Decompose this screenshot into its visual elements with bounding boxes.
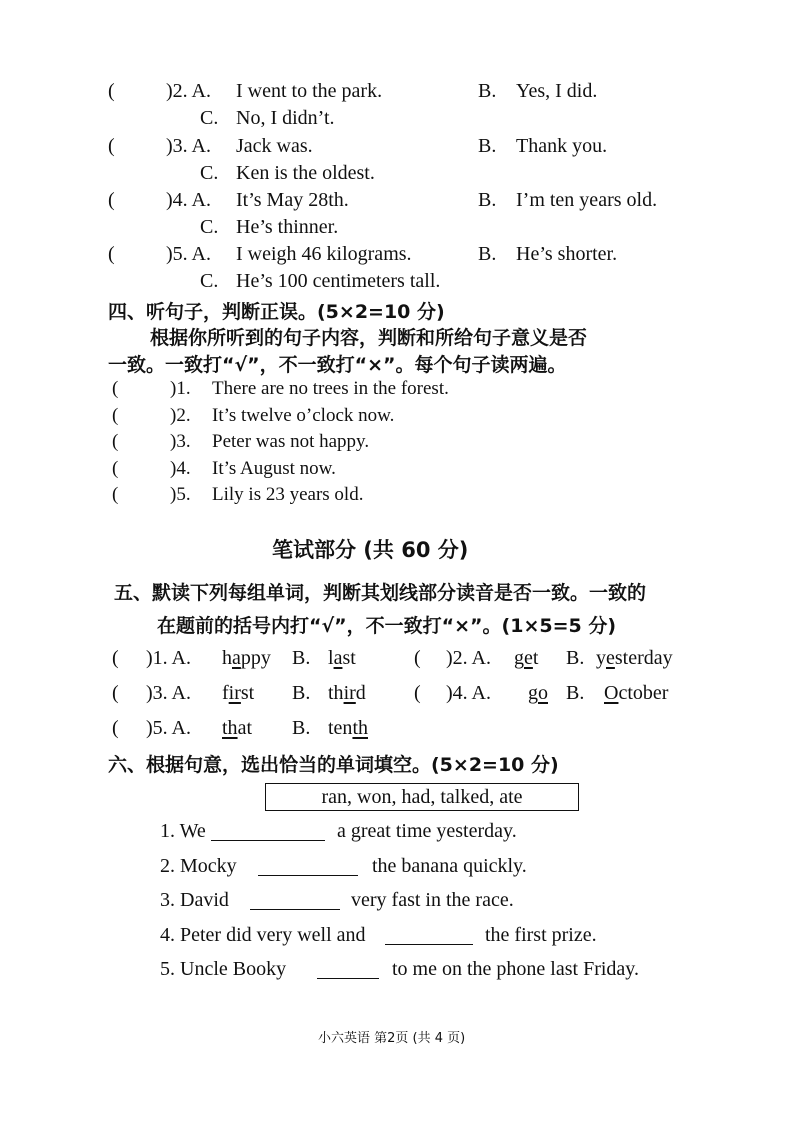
question-number: )5. A. bbox=[146, 717, 191, 739]
sentence-start: 2. Mocky bbox=[160, 855, 237, 877]
sentence-end: to me on the phone last Friday. bbox=[392, 958, 639, 980]
option-c-label: C. bbox=[200, 107, 219, 129]
option-b: I’m ten years old. bbox=[516, 189, 658, 211]
option-c: He’s thinner. bbox=[236, 216, 339, 238]
word-a: happy bbox=[222, 647, 271, 669]
question-number: )4. A. bbox=[446, 682, 491, 704]
underlined-letters: ir bbox=[343, 682, 356, 704]
word-b: last bbox=[328, 647, 356, 669]
item-number: )4. bbox=[170, 458, 191, 479]
word-a: that bbox=[222, 717, 252, 739]
word-b: October bbox=[604, 682, 669, 704]
option-c: Ken is the oldest. bbox=[236, 162, 375, 184]
question-number: )2. A. bbox=[446, 647, 491, 669]
word-bank-box: ran, won, had, talked, ate bbox=[265, 783, 579, 811]
option-a: I weigh 46 kilograms. bbox=[236, 243, 412, 265]
option-b-label: B. bbox=[478, 243, 497, 265]
option-c-label: C. bbox=[200, 216, 219, 238]
answer-blank[interactable] bbox=[258, 857, 358, 880]
sentence-end: the banana quickly. bbox=[372, 855, 527, 877]
item-sentence: There are no trees in the forest. bbox=[212, 378, 449, 399]
underlined-letters: a bbox=[333, 647, 343, 669]
item-number: )2. bbox=[170, 405, 191, 426]
sentence-end: very fast in the race. bbox=[351, 889, 514, 911]
answer-blank[interactable] bbox=[317, 960, 379, 983]
option-b-label: B. bbox=[292, 682, 311, 704]
answer-paren[interactable]: ( bbox=[414, 682, 421, 704]
sentence-start: 3. David bbox=[160, 889, 229, 911]
question-number: )1. A. bbox=[146, 647, 191, 669]
option-c: He’s 100 centimeters tall. bbox=[236, 270, 441, 292]
page-footer: 小六英语 第2页 (共 4 页) bbox=[318, 1031, 466, 1046]
item-number: )3. bbox=[170, 431, 191, 452]
option-b: Yes, I did. bbox=[516, 80, 598, 102]
option-a: I went to the park. bbox=[236, 80, 383, 102]
option-c: No, I didn’t. bbox=[236, 107, 335, 129]
word-a: go bbox=[528, 682, 548, 704]
option-b-label: B. bbox=[566, 682, 585, 704]
part4-instruction-line1: 根据你所听到的句子内容，判断和所给句子意义是否 bbox=[150, 327, 588, 349]
section-title-part4: 四、听句子，判断正误。(5×2=10 分) bbox=[108, 301, 445, 323]
underlined-letters: ir bbox=[228, 682, 241, 704]
sentence-end: a great time yesterday. bbox=[337, 820, 517, 842]
underlined-letters: o bbox=[538, 682, 548, 704]
answer-paren[interactable]: ( bbox=[112, 647, 119, 669]
word-b: yesterday bbox=[596, 647, 673, 669]
answer-blank[interactable] bbox=[211, 822, 325, 845]
answer-paren[interactable]: ( bbox=[112, 405, 119, 426]
item-sentence: Peter was not happy. bbox=[212, 431, 370, 452]
answer-paren[interactable]: ( bbox=[108, 243, 115, 265]
answer-paren[interactable]: ( bbox=[112, 484, 119, 505]
option-c-label: C. bbox=[200, 270, 219, 292]
answer-blank[interactable] bbox=[250, 891, 340, 914]
answer-paren[interactable]: ( bbox=[112, 682, 119, 704]
word-a: get bbox=[514, 647, 539, 669]
option-b-label: B. bbox=[566, 647, 585, 669]
option-b-label: B. bbox=[292, 647, 311, 669]
part5-instruction: 在题前的括号内打“√”，不一致打“×”。(1×5=5 分) bbox=[157, 615, 617, 637]
item-sentence: It’s twelve o’clock now. bbox=[212, 405, 395, 426]
question-number: )5. A. bbox=[166, 243, 211, 265]
option-a: Jack was. bbox=[236, 135, 313, 157]
answer-paren[interactable]: ( bbox=[112, 458, 119, 479]
item-sentence: It’s August now. bbox=[212, 458, 336, 479]
answer-paren[interactable]: ( bbox=[108, 80, 115, 102]
section-title-part5: 五、默读下列每组单词，判断其划线部分读音是否一致。一致的 bbox=[114, 582, 647, 604]
option-b-label: B. bbox=[292, 717, 311, 739]
option-a: It’s May 28th. bbox=[236, 189, 349, 211]
item-number: )5. bbox=[170, 484, 191, 505]
part4-instruction-line2: 一致。一致打“√”，不一致打“×”。每个句子读两遍。 bbox=[108, 354, 567, 376]
underlined-letters: th bbox=[222, 717, 238, 739]
section-title-part6: 六、根据句意，选出恰当的单词填空。(5×2=10 分) bbox=[108, 754, 559, 776]
sentence-start: 5. Uncle Booky bbox=[160, 958, 287, 980]
written-section-title: 笔试部分 (共 60 分) bbox=[272, 538, 469, 562]
question-number: )4. A. bbox=[166, 189, 211, 211]
answer-paren[interactable]: ( bbox=[112, 378, 119, 399]
underlined-letters: th bbox=[352, 717, 368, 739]
option-b-label: B. bbox=[478, 80, 497, 102]
answer-blank[interactable] bbox=[385, 926, 473, 949]
option-b: Thank you. bbox=[516, 135, 608, 157]
option-b-label: B. bbox=[478, 135, 497, 157]
word-a: first bbox=[222, 682, 255, 704]
underlined-letters: e bbox=[524, 647, 533, 669]
item-sentence: Lily is 23 years old. bbox=[212, 484, 364, 505]
option-c-label: C. bbox=[200, 162, 219, 184]
answer-paren[interactable]: ( bbox=[112, 717, 119, 739]
underlined-letters: a bbox=[232, 647, 241, 669]
item-number: )1. bbox=[170, 378, 191, 399]
word-b: third bbox=[328, 682, 366, 704]
word-b: tenth bbox=[328, 717, 368, 739]
option-b: He’s shorter. bbox=[516, 243, 618, 265]
underlined-letters: O bbox=[604, 682, 619, 704]
underlined-letters: e bbox=[606, 647, 615, 669]
question-number: )3. A. bbox=[146, 682, 191, 704]
answer-paren[interactable]: ( bbox=[414, 647, 421, 669]
sentence-start: 1. We bbox=[160, 820, 206, 842]
sentence-end: the first prize. bbox=[485, 924, 597, 946]
answer-paren[interactable]: ( bbox=[108, 189, 115, 211]
answer-paren[interactable]: ( bbox=[108, 135, 115, 157]
question-number: )2. A. bbox=[166, 80, 211, 102]
sentence-start: 4. Peter did very well and bbox=[160, 924, 366, 946]
option-b-label: B. bbox=[478, 189, 497, 211]
question-number: )3. A. bbox=[166, 135, 211, 157]
answer-paren[interactable]: ( bbox=[112, 431, 119, 452]
